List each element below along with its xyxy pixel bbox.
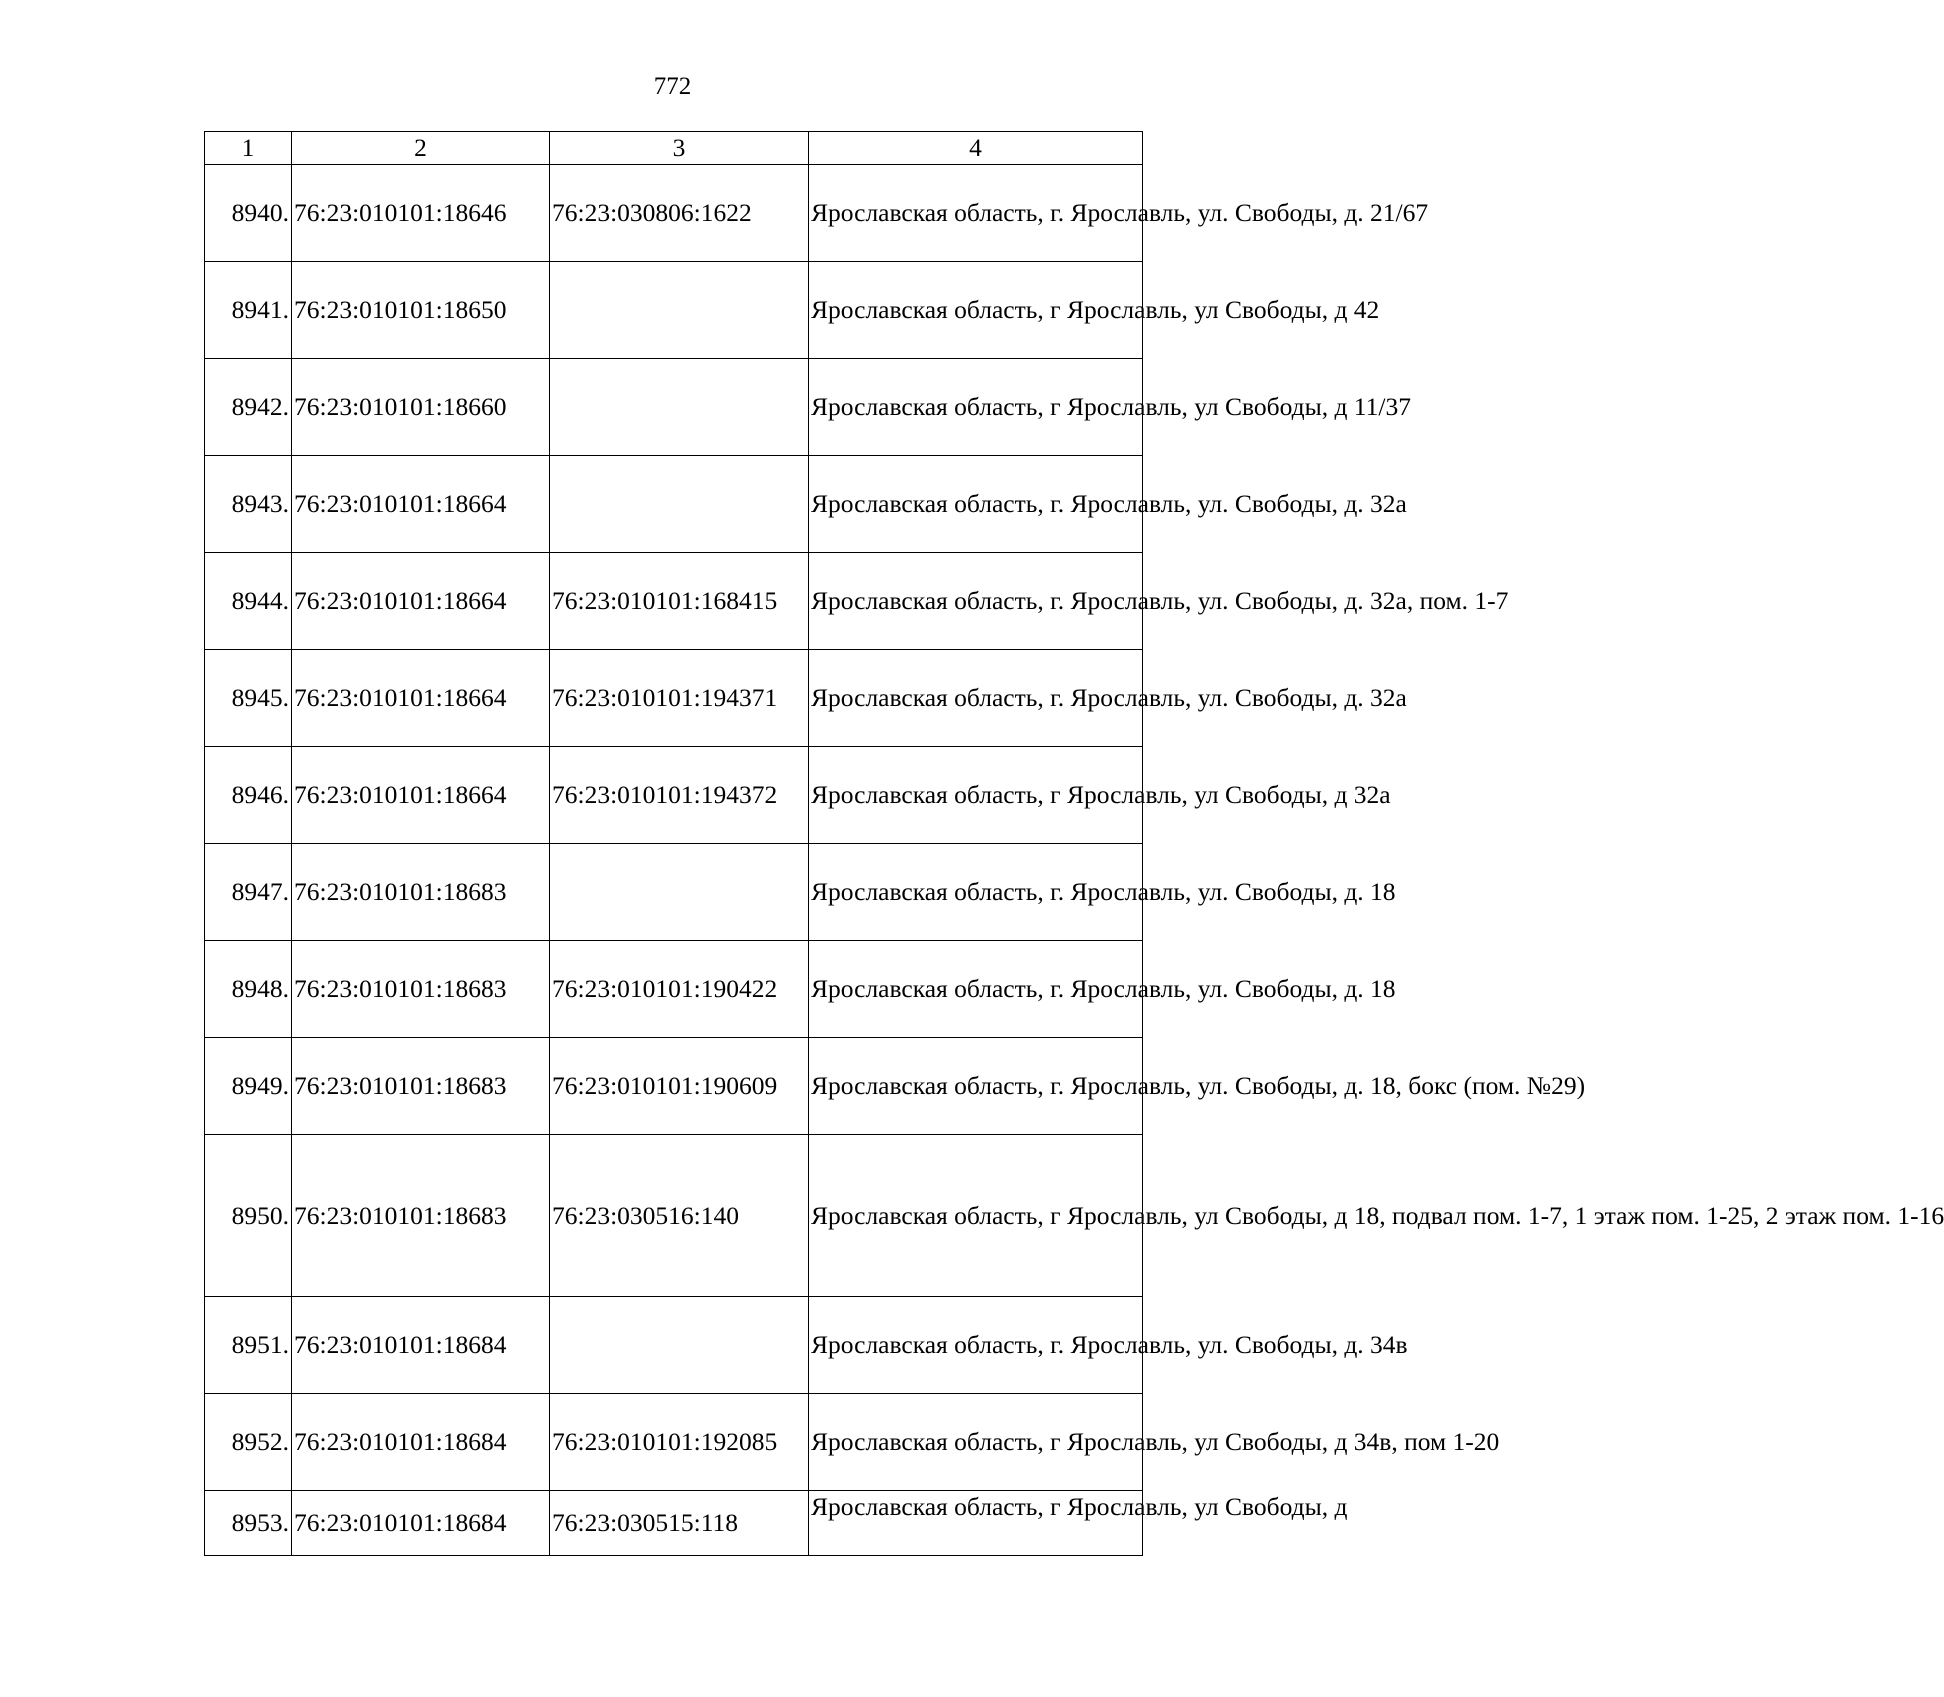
table-row [205, 553, 1143, 650]
address-text: Ярославская область, г Ярославль, ул Свободы, д [811, 1492, 1348, 1521]
address: Ярославская область, г Ярославль, ул Свободы, д 32а [809, 747, 1143, 844]
row-number: 8945. [205, 650, 292, 747]
row-number: 8944. [205, 553, 292, 650]
row-number: 8952. [205, 1394, 292, 1491]
row-number: 8940. [205, 165, 292, 262]
object-cadastral-number [550, 456, 809, 553]
address: Ярославская область, г Ярославль, ул Свободы, д 11/37 [809, 359, 1143, 456]
cadastral-number: 76:23:010101:18683 [292, 1038, 550, 1135]
object-cadastral-number: 76:23:030806:1622 [550, 165, 809, 262]
table-row [205, 1038, 1143, 1135]
cadastral-number: 76:23:010101:18684 [292, 1394, 550, 1491]
table-row [205, 844, 1143, 941]
object-cadastral-number [550, 359, 809, 456]
cadastral-number: 76:23:010101:18660 [292, 359, 550, 456]
row-number: 8951. [205, 1297, 292, 1394]
registry-table [204, 131, 1944, 1556]
cadastral-number: 76:23:010101:18684 [292, 1491, 550, 1556]
page-number: 772 [653, 73, 692, 100]
address: Ярославская область, г. Ярославль, ул. Свободы, д. 18, бокс (пом. №29) [809, 1038, 1143, 1135]
cadastral-number: 76:23:010101:18650 [292, 262, 550, 359]
column-header: 2 [292, 132, 550, 165]
object-cadastral-number: 76:23:030515:118 [550, 1491, 809, 1556]
row-number: 8941. [205, 262, 292, 359]
cadastral-number: 76:23:010101:18664 [292, 553, 550, 650]
object-cadastral-number: 76:23:030516:140 [550, 1135, 809, 1297]
cadastral-number: 76:23:010101:18684 [292, 1297, 550, 1394]
table-row [205, 1135, 1143, 1297]
object-cadastral-number: 76:23:010101:190422 [550, 941, 809, 1038]
table-row [205, 262, 1143, 359]
cadastral-number: 76:23:010101:18664 [292, 650, 550, 747]
column-header: 3 [550, 132, 809, 165]
object-cadastral-number [550, 844, 809, 941]
row-number: 8943. [205, 456, 292, 553]
address: Ярославская область, г. Ярославль, ул. Свободы, д. 18 [809, 844, 1143, 941]
column-header: 4 [809, 132, 1143, 165]
row-number: 8949. [205, 1038, 292, 1135]
table-row [205, 456, 1143, 553]
address [809, 1491, 1348, 1556]
row-number: 8946. [205, 747, 292, 844]
cadastral-number: 76:23:010101:18664 [292, 456, 550, 553]
object-cadastral-number: 76:23:010101:194371 [550, 650, 809, 747]
table-row [205, 1394, 1143, 1491]
cadastral-number: 76:23:010101:18664 [292, 747, 550, 844]
table-row [205, 1297, 1143, 1394]
row-number: 8942. [205, 359, 292, 456]
table-row [205, 747, 1143, 844]
table-row [205, 165, 1143, 262]
address: Ярославская область, г. Ярославль, ул. Свободы, д. 18 [809, 941, 1143, 1038]
cadastral-number: 76:23:010101:18646 [292, 165, 550, 262]
table-row [205, 1491, 1143, 1556]
address: Ярославская область, г. Ярославль, ул. Свободы, д. 21/67 [809, 165, 1143, 262]
row-number: 8950. [205, 1135, 292, 1297]
address: Ярославская область, г. Ярославль, ул. Свободы, д. 34в [809, 1297, 1143, 1394]
object-cadastral-number: 76:23:010101:190609 [550, 1038, 809, 1135]
cadastral-number: 76:23:010101:18683 [292, 844, 550, 941]
object-cadastral-number [550, 262, 809, 359]
column-header: 1 [205, 132, 292, 165]
object-cadastral-number: 76:23:010101:194372 [550, 747, 809, 844]
address: Ярославская область, г Ярославль, ул Свободы, д 18, подвал пом. 1-7, 1 этаж пом. 1-25, 2 этаж пом. 1-16 [809, 1135, 1143, 1297]
row-number: 8953. [205, 1491, 292, 1556]
address: Ярославская область, г Ярославль, ул Свободы, д 42 [809, 262, 1143, 359]
row-number: 8947. [205, 844, 292, 941]
table-row [205, 941, 1143, 1038]
object-cadastral-number: 76:23:010101:168415 [550, 553, 809, 650]
table-row [205, 359, 1143, 456]
header-row [205, 132, 1143, 165]
address: Ярославская область, г. Ярославль, ул. Свободы, д. 32а [809, 456, 1143, 553]
address: Ярославская область, г. Ярославль, ул. Свободы, д. 32а [809, 650, 1143, 747]
object-cadastral-number [550, 1297, 809, 1394]
table-row [205, 650, 1143, 747]
address: Ярославская область, г. Ярославль, ул. Свободы, д. 32а, пом. 1-7 [809, 553, 1143, 650]
row-number: 8948. [205, 941, 292, 1038]
object-cadastral-number: 76:23:010101:192085 [550, 1394, 809, 1491]
cadastral-number: 76:23:010101:18683 [292, 1135, 550, 1297]
cadastral-number: 76:23:010101:18683 [292, 941, 550, 1038]
address: Ярославская область, г Ярославль, ул Свободы, д 34в, пом 1-20 [809, 1394, 1143, 1491]
